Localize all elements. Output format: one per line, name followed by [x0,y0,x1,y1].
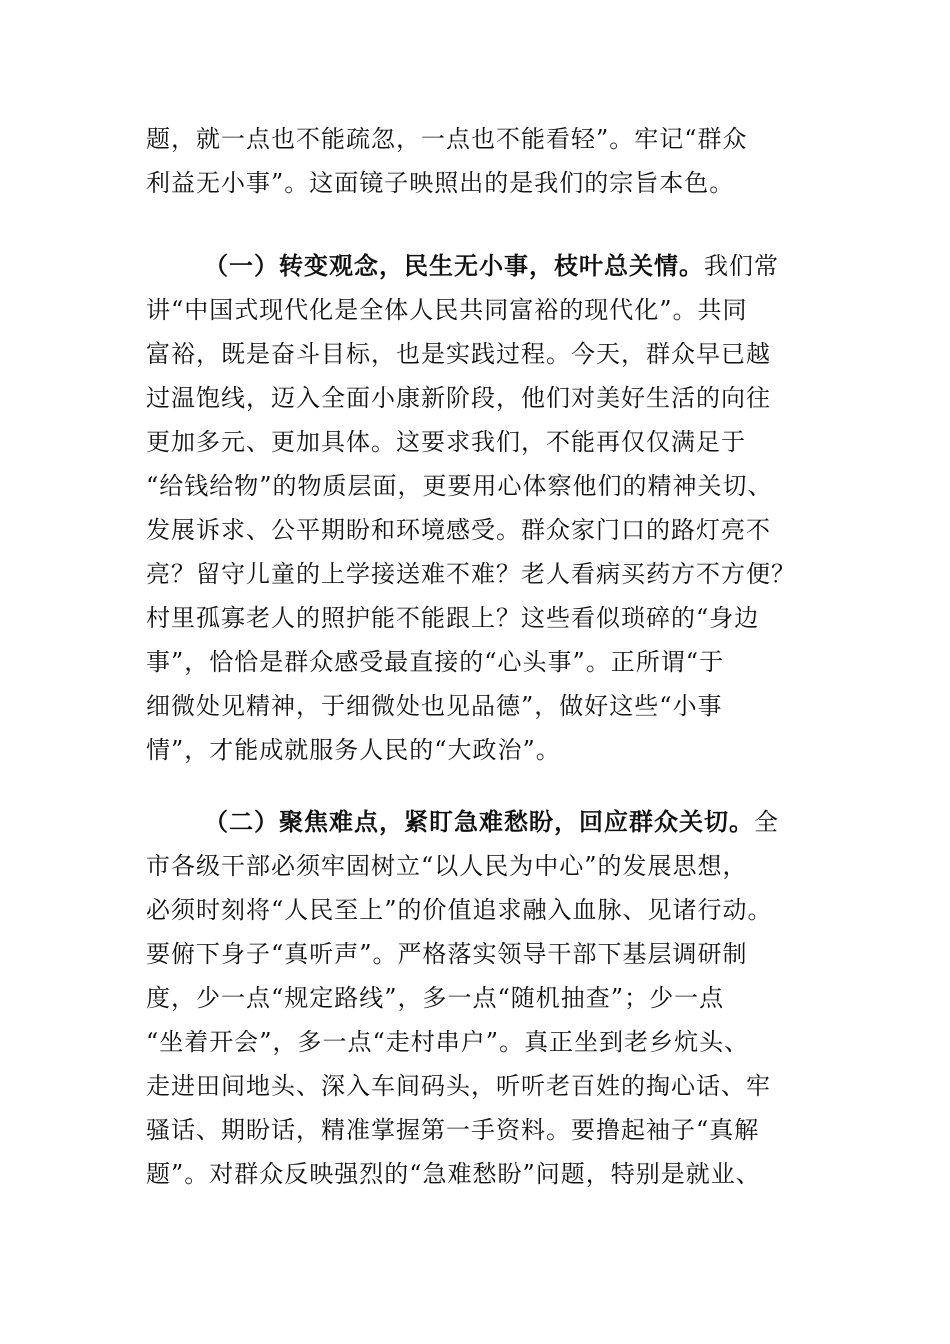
section-two-first-line [146,800,806,844]
text-line: 村里孤寡老人的照护能不能跟上？这些看似琐碎的“身边 [146,604,760,632]
section-one-first-line [146,244,806,288]
section-two-lead-text: 全 [754,808,779,836]
text-line: “坐着开会”，多一点“走村串户”。真正坐到老乡炕头、 [146,1028,750,1056]
text-line: “给钱给物”的物质层面，更要用心体察他们的精神关切、 [146,472,773,500]
section-one-heading: （一）转变观念，民生无小事，枝叶总关情。 [204,251,704,280]
text-line: 富裕，既是奋斗目标，也是实践过程。今天，群众早已越 [146,340,771,368]
text-line: 必须时刻将“人民至上”的价值追求融入血脉、见诸行动。 [146,896,773,924]
section-two-heading: （二）聚焦难点，紧盯急难愁盼，回应群众关切。 [204,807,754,836]
text-line: 事”，恰恰是群众感受最直接的“心头事”。正所谓“于 [146,648,725,676]
text-line: 利益无小事”。这面镜子映照出的是我们的宗旨本色。 [146,169,735,197]
text-line: 题，就一点也不能疏忽，一点也不能看轻”。牢记“群众 [146,125,748,153]
text-line: 题”。对群众反映强烈的“急难愁盼”问题，特别是就业、 [146,1160,761,1188]
paragraph-section-one [146,244,806,772]
section-one-lead-text: 我们常 [704,252,779,280]
text-line: 更加多元、更加具体。这要求我们，不能再仅仅满足于 [146,428,746,456]
paragraph-intro-continuation [146,117,806,205]
text-line: 细微处见精神，于细微处也见品德”，做好这些“小事 [146,692,723,720]
text-line: 讲“中国式现代化是全体人民共同富裕的现代化”。共同 [146,296,748,324]
text-line: 过温饱线，迈入全面小康新阶段，他们对美好生活的向往 [146,384,771,412]
text-line: 亮？留守儿童的上学接送难不难？老人看病买药方不方便？ [146,560,796,588]
text-line: 市各级干部必须牢固树立“以人民为中心”的发展思想， [146,852,748,880]
paragraph-section-two [146,800,806,1196]
text-line: 情”，才能成就服务人民的“大政治”。 [146,736,561,764]
text-line: 走进田间地头、深入车间码头，听听老百姓的掏心话、牢 [146,1072,771,1100]
text-line: 发展诉求、公平期盼和环境感受。群众家门口的路灯亮不 [146,516,771,544]
text-line: 度，少一点“规定路线”，多一点“随机抽查”；少一点 [146,984,725,1012]
text-line: 骚话、期盼话，精准掌握第一手资料。要撸起袖子“真解 [146,1116,760,1144]
text-line: 要俯下身子“真听声”。严格落实领导干部下基层调研制 [146,940,748,968]
